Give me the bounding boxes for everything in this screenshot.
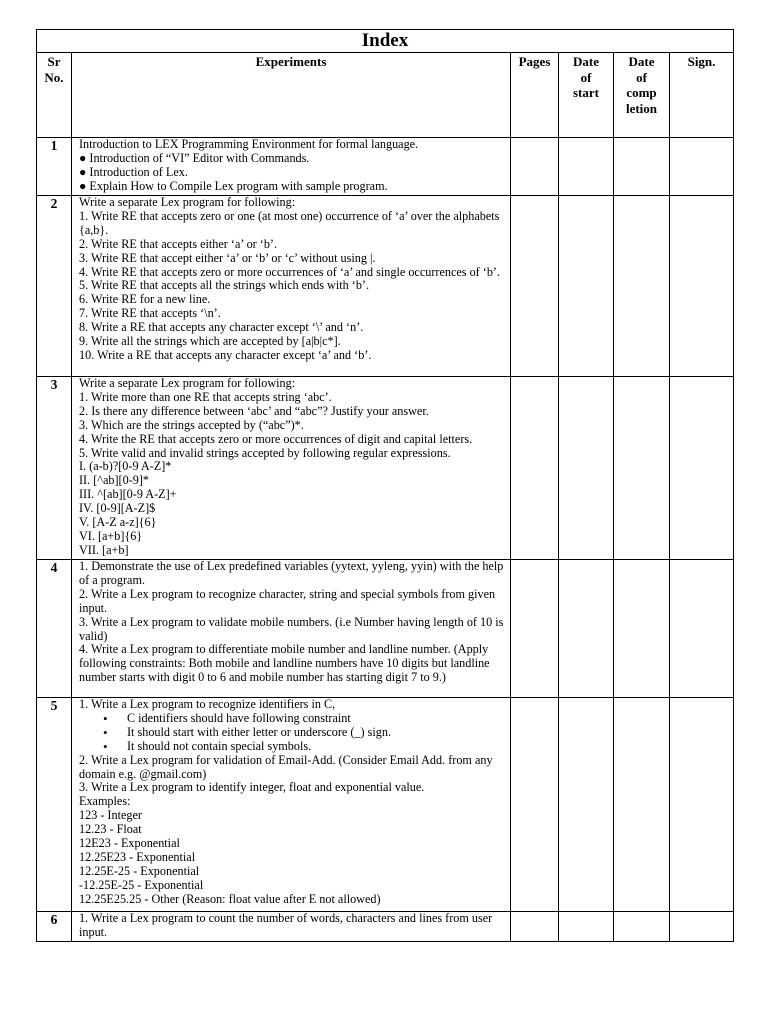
date-start-cell (559, 377, 614, 560)
sign-cell (670, 912, 734, 942)
sr-no-cell: 5 (37, 698, 72, 912)
experiment-bullet-line: • It should start with either letter or underscore (_) sign. (79, 726, 506, 740)
experiment-line: -12.25E-25 - Exponential (79, 877, 204, 892)
experiment-line: I. (a-b)?[0-9 A-Z]* (79, 459, 172, 474)
experiment-line: 9. Write all the strings which are accepted by [a|b|c*]. (79, 334, 341, 349)
experiment-line: 6. Write RE for a new line. (79, 292, 211, 307)
experiment-line: 1. Write RE that accepts zero or one (at most one) occurrence of ‘a’ over the alphabets {a,b}. (79, 208, 500, 237)
experiment-line: IV. [0-9][A-Z]$ (79, 501, 156, 516)
sr-no-cell: 6 (37, 912, 72, 942)
experiment-line: 4. Write RE that accepts zero or more occurrences of ‘a’ and single occurrences of ‘b’. (79, 264, 501, 279)
table-row (37, 560, 734, 698)
experiment-cell (72, 377, 511, 560)
experiment-line: 2. Write a Lex program for validation of Email-Add. (Consider Email Add. from any domain e.g. @gmail.com) (79, 752, 493, 781)
experiment-line: 3. Write RE that accept either ‘a’ or ‘b’ or ‘c’ without using |. (79, 250, 376, 265)
experiment-bullet-line: • It should not contain special symbols. (79, 740, 506, 754)
date-completion-cell (614, 560, 670, 698)
experiment-cell (72, 560, 511, 698)
experiment-line: 3. Write a Lex program to validate mobile numbers. (i.e Number having length of 10 is valid) (79, 614, 504, 643)
experiment-cell (72, 912, 511, 942)
experiment-line: VII. [a+b] (79, 542, 129, 557)
experiment-line: 1. Write a Lex program to count the number of words, characters and lines from user input. (79, 911, 493, 939)
experiment-line: 12.25E-25 - Exponential (79, 863, 200, 878)
date-completion-cell (614, 912, 670, 942)
experiment-line: 3. Which are the strings accepted by (“abc”)*. (79, 417, 304, 432)
experiment-line: ● Introduction of “VI” Editor with Commands. (79, 150, 310, 165)
experiment-line: 10. Write a RE that accepts any character except ‘a’ and ‘b’. (79, 347, 372, 362)
experiment-line: 5. Write valid and invalid strings accepted by following regular expressions. (79, 445, 451, 460)
table-row (37, 912, 734, 942)
sr-no-cell: 3 (37, 377, 72, 560)
experiment-cell (72, 196, 511, 377)
experiment-line: 3. Write a Lex program to identify integer, float and exponential value. (79, 780, 425, 795)
pages-cell (511, 560, 559, 698)
header-pages: Pages (511, 53, 559, 138)
experiment-line: 4. Write the RE that accepts zero or more occurrences of digit and capital letters. (79, 431, 473, 446)
experiment-line: 12.23 - Float (79, 822, 142, 837)
page-title: Index (37, 30, 734, 53)
experiment-line: 1. Demonstrate the use of Lex predefined variables (yytext, yyleng, yyin) with the help of a program. (79, 559, 504, 587)
experiment-line: 4. Write a Lex program to differentiate mobile number and landline number. (Apply following constraints: Both mobile and landline numbers have 10 digits but landline number starts with digit 0 to 6 and mobile number has starting digit 7 to 9.) (79, 642, 490, 685)
header-row (37, 53, 734, 138)
header-date-start (559, 53, 614, 138)
sr-no-cell: 1 (37, 138, 72, 196)
experiment-line: Examples: (79, 794, 131, 809)
experiment-line: VI. [a+b]{6} (79, 528, 143, 543)
experiment-line: 2. Is there any difference between ‘abc’ and “abc”? Justify your answer. (79, 403, 429, 418)
date-start-cell (559, 698, 614, 912)
pages-cell (511, 377, 559, 560)
experiment-line: ● Explain How to Compile Lex program with sample program. (79, 178, 388, 193)
pages-cell (511, 196, 559, 377)
pages-cell (511, 698, 559, 912)
date-completion-cell (614, 138, 670, 196)
sign-cell (670, 698, 734, 912)
header-date-completion (614, 53, 670, 138)
experiment-line: 12.25E25.25 - Other (Reason: float value after E not allowed) (79, 891, 381, 906)
date-start-cell (559, 912, 614, 942)
experiment-cell (72, 698, 511, 912)
experiment-line: II. [^ab][0-9]* (79, 473, 150, 488)
sign-cell (670, 138, 734, 196)
date-start-cell (559, 138, 614, 196)
index-table (36, 29, 734, 942)
header-sr-no-label: Sr No. (44, 54, 64, 85)
header-experiments: Experiments (72, 53, 511, 138)
header-date-start-label: Date of start (573, 54, 599, 100)
date-start-cell (559, 560, 614, 698)
header-sign: Sign. (670, 53, 734, 138)
table-row (37, 138, 734, 196)
experiment-line: Introduction to LEX Programming Environment for formal language. (79, 137, 419, 151)
header-sr-no (37, 53, 72, 138)
sign-cell (670, 377, 734, 560)
experiment-rows (37, 138, 734, 942)
experiment-line: Write a separate Lex program for following: (79, 195, 296, 209)
experiment-line: 8. Write a RE that accepts any character except ‘\’ and ‘n’. (79, 320, 364, 335)
experiment-line: 1. Write a Lex program to recognize identifiers in C, (79, 697, 336, 711)
pages-cell (511, 138, 559, 196)
header-date-completion-label: Date of comp letion (625, 54, 658, 116)
experiment-line: Write a separate Lex program for following: (79, 376, 296, 390)
experiment-line: 5. Write RE that accepts all the strings which ends with ‘b’. (79, 278, 370, 293)
table-row (37, 196, 734, 377)
experiment-cell (72, 138, 511, 196)
date-completion-cell (614, 377, 670, 560)
experiment-line: 2. Write RE that accepts either ‘a’ or ‘b’. (79, 236, 278, 251)
experiment-line: 2. Write a Lex program to recognize character, string and special symbols from given input. (79, 586, 496, 615)
experiment-line: 123 - Integer (79, 808, 142, 823)
sr-no-cell: 2 (37, 196, 72, 377)
table-row (37, 377, 734, 560)
experiment-line: ● Introduction of Lex. (79, 164, 188, 179)
table-row (37, 698, 734, 912)
experiment-line: 12.25E23 - Exponential (79, 849, 196, 864)
experiment-line: 7. Write RE that accepts ‘\n’. (79, 306, 221, 321)
experiment-line: V. [A-Z a-z]{6} (79, 515, 157, 530)
date-completion-cell (614, 698, 670, 912)
pages-cell (511, 912, 559, 942)
date-start-cell (559, 196, 614, 377)
experiment-line: 1. Write more than one RE that accepts string ‘abc’. (79, 389, 332, 404)
experiment-line: III. ^[ab][0-9 A-Z]+ (79, 487, 177, 502)
sign-cell (670, 196, 734, 377)
date-completion-cell (614, 196, 670, 377)
sr-no-cell: 4 (37, 560, 72, 698)
title-row (37, 30, 734, 53)
experiment-bullet-line: • C identifiers should have following constraint (79, 712, 506, 726)
sign-cell (670, 560, 734, 698)
experiment-line: 12E23 - Exponential (79, 836, 180, 851)
